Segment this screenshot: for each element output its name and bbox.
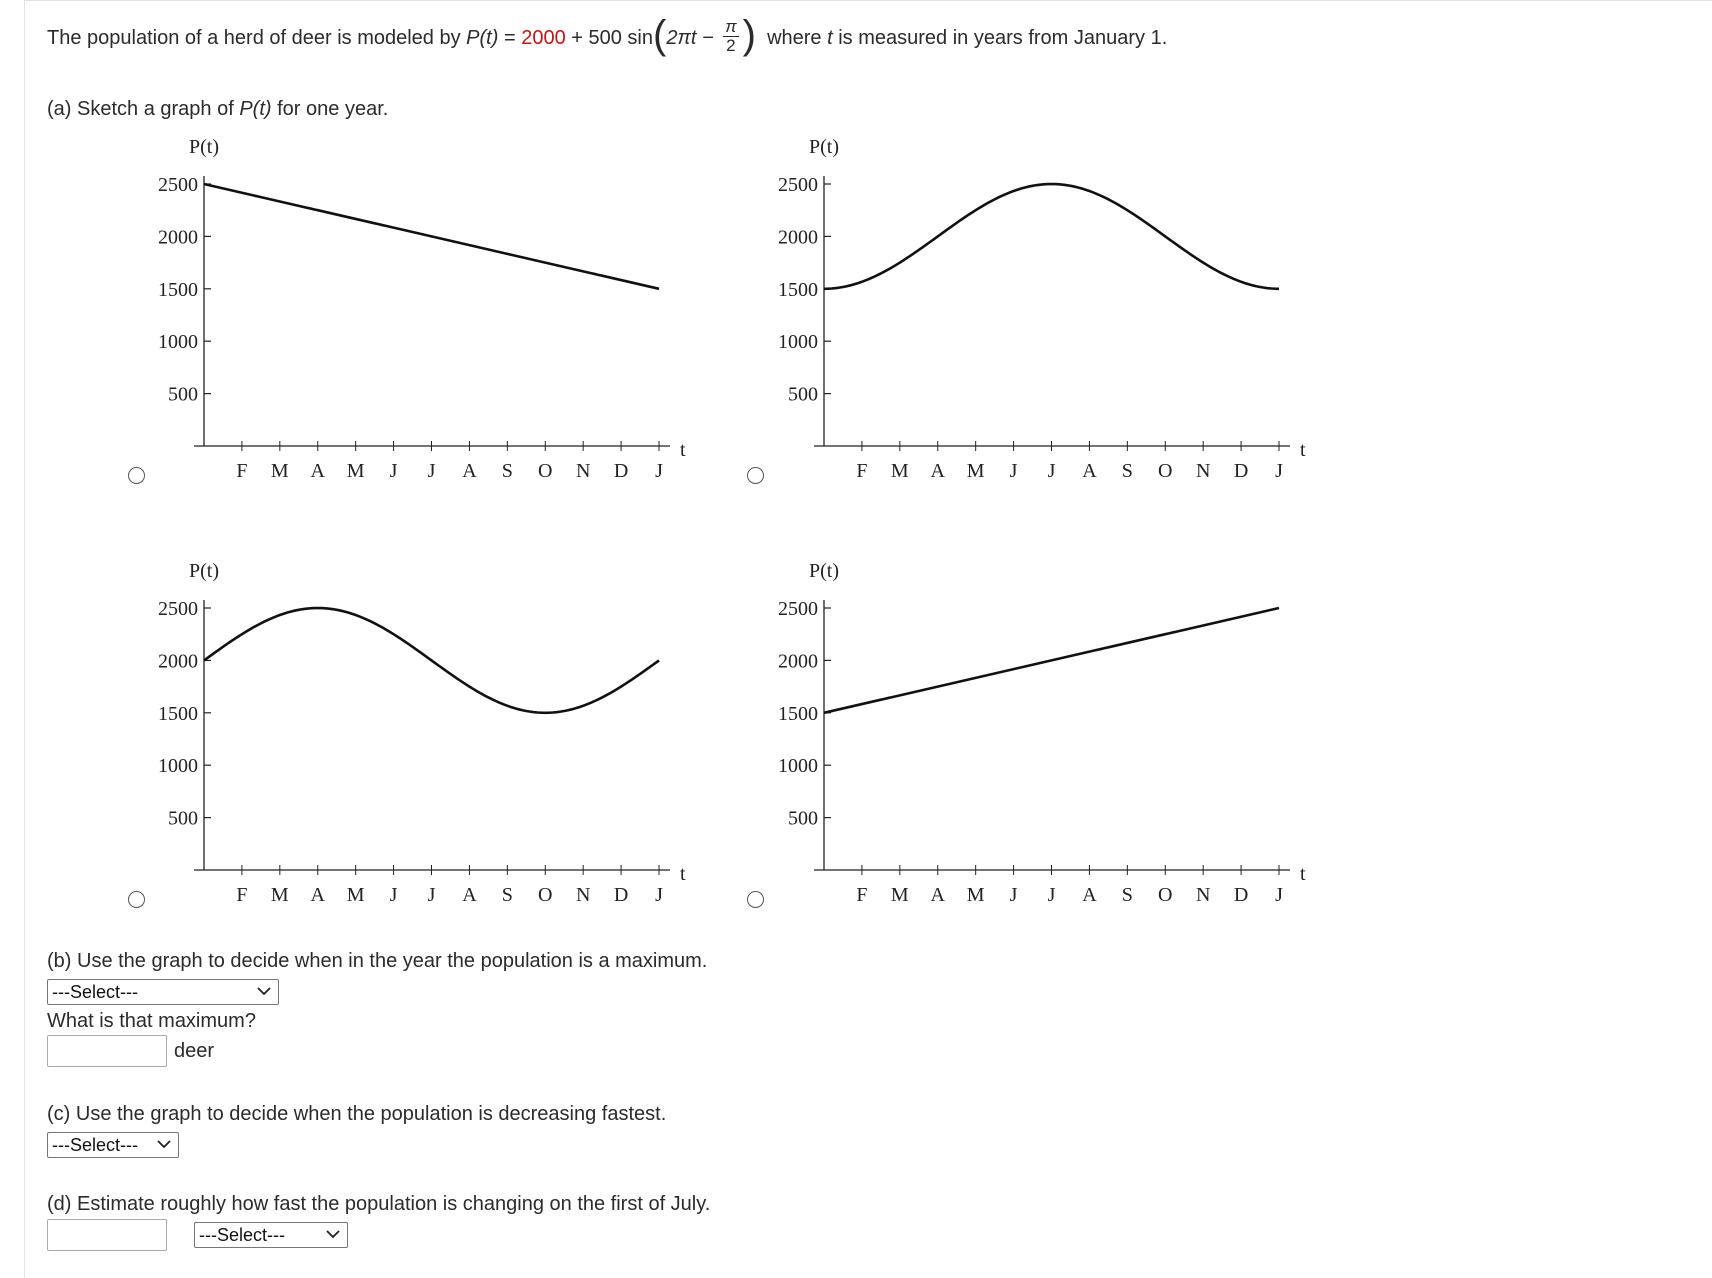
- y-axis-label: P(t): [189, 560, 219, 582]
- population-curve: [824, 184, 1279, 289]
- y-tick-label: 2000: [158, 226, 198, 249]
- graph-option-3[interactable]: [158, 560, 686, 906]
- month-label: S: [1121, 884, 1133, 906]
- part-c-prompt: (c) Use the graph to decide when the population is decreasing fastest.: [47, 1103, 667, 1125]
- question-func: P(t): [466, 26, 499, 49]
- month-label: D: [1233, 460, 1249, 482]
- month-label: M: [966, 460, 985, 482]
- graph-option-3-radio[interactable]: [128, 891, 145, 908]
- y-tick-label: 1500: [778, 702, 818, 725]
- month-label: A: [462, 460, 477, 482]
- month-label: D: [613, 460, 629, 482]
- month-label: A: [930, 884, 945, 906]
- month-label: M: [346, 884, 365, 906]
- question-inner: 2πt −: [666, 26, 714, 49]
- y-axis-label: P(t): [809, 136, 839, 158]
- question-lead: The population of a herd of deer is modeled by: [47, 26, 461, 49]
- month-label: J: [427, 460, 436, 482]
- month-label: M: [966, 884, 985, 906]
- frac-numerator: π: [725, 17, 737, 36]
- part-a-func: P(t): [239, 98, 272, 120]
- question-equals: =: [503, 26, 516, 49]
- part-d-rate-input[interactable]: [47, 1219, 167, 1251]
- y-tick-label: 2500: [158, 174, 198, 196]
- part-b-unit: deer: [174, 1040, 215, 1062]
- x-axis-label: t: [1300, 863, 1306, 885]
- y-axis-label: P(t): [189, 136, 219, 158]
- month-label: N: [1195, 460, 1211, 482]
- question-constant: 2000: [521, 26, 566, 49]
- part-b-prompt2: What is that maximum?: [47, 1010, 256, 1032]
- part-b-select-value: ---Select---: [52, 982, 138, 1002]
- y-tick-label: 1000: [158, 755, 198, 778]
- month-label: S: [501, 884, 513, 906]
- part-d-prompt: (d) Estimate roughly how fast the population is changing on the first of July.: [47, 1193, 711, 1215]
- part-b-select[interactable]: [47, 979, 279, 1005]
- y-tick-label: 1000: [158, 331, 198, 354]
- part-b-maximum-input[interactable]: [47, 1035, 167, 1067]
- chevron-down-icon: [325, 1228, 341, 1240]
- graph-option-4[interactable]: [778, 560, 1306, 906]
- question-var: t: [827, 26, 833, 49]
- graph-option-2-radio[interactable]: [747, 467, 764, 484]
- part-d-select-value: ---Select---: [199, 1225, 285, 1245]
- month-label: J: [389, 884, 398, 906]
- part-b-prompt: (b) Use the graph to decide when in the year the population is a maximum.: [47, 950, 708, 972]
- y-tick-label: 1500: [158, 278, 198, 301]
- month-label: F: [236, 460, 248, 482]
- right-paren: ): [742, 12, 756, 57]
- month-label: F: [856, 884, 868, 906]
- month-label: O: [1158, 884, 1173, 906]
- y-tick-label: 500: [168, 383, 198, 406]
- month-label: A: [1082, 460, 1097, 482]
- month-label: A: [310, 460, 325, 482]
- month-label: A: [1082, 884, 1097, 906]
- question-tail2: is measured in years from January 1.: [838, 26, 1168, 49]
- question-tail: where: [767, 26, 822, 49]
- month-label: F: [856, 460, 868, 482]
- month-label: J: [655, 460, 663, 482]
- month-label: J: [1047, 460, 1056, 482]
- month-label: D: [1233, 884, 1249, 906]
- month-label: F: [236, 884, 248, 906]
- month-label: S: [501, 460, 513, 482]
- month-label: N: [575, 460, 591, 482]
- part-a-suffix: for one year.: [277, 98, 389, 120]
- month-label: M: [346, 460, 365, 482]
- month-label: M: [890, 460, 909, 482]
- graph-option-4-radio[interactable]: [747, 891, 764, 908]
- x-axis-label: t: [680, 439, 686, 461]
- y-axis-label: P(t): [809, 560, 839, 582]
- part-a-prefix: (a) Sketch a graph of: [47, 98, 234, 120]
- y-tick-label: 2000: [778, 226, 818, 249]
- y-tick-label: 1000: [778, 331, 818, 354]
- y-tick-label: 2000: [158, 650, 198, 673]
- month-label: J: [1047, 884, 1056, 906]
- population-curve: [204, 184, 659, 289]
- graph-option-1-radio[interactable]: [128, 467, 145, 484]
- month-label: A: [310, 884, 325, 906]
- month-label: J: [1009, 460, 1018, 482]
- month-label: M: [270, 460, 289, 482]
- month-label: O: [1158, 460, 1173, 482]
- month-label: J: [389, 460, 398, 482]
- y-tick-label: 500: [788, 383, 818, 406]
- left-paren: (: [653, 12, 667, 57]
- month-label: A: [462, 884, 477, 906]
- population-curve: [204, 608, 659, 713]
- y-tick-label: 500: [168, 807, 198, 830]
- month-label: O: [538, 884, 553, 906]
- graph-option-1[interactable]: [158, 136, 686, 482]
- part-d-select[interactable]: [194, 1222, 348, 1248]
- month-label: J: [655, 884, 663, 906]
- y-tick-label: 2000: [778, 650, 818, 673]
- x-axis-label: t: [1300, 439, 1306, 461]
- y-tick-label: 2500: [778, 598, 818, 620]
- month-label: J: [1275, 884, 1283, 906]
- month-label: N: [1195, 884, 1211, 906]
- y-tick-label: 2500: [158, 598, 198, 620]
- chevron-down-icon: [156, 1138, 172, 1150]
- chevron-down-icon: [256, 985, 272, 997]
- month-label: N: [575, 884, 591, 906]
- month-label: O: [538, 460, 553, 482]
- y-tick-label: 1500: [778, 278, 818, 301]
- y-tick-label: 500: [788, 807, 818, 830]
- y-tick-label: 1500: [158, 702, 198, 725]
- month-label: M: [270, 884, 289, 906]
- x-axis-label: t: [680, 863, 686, 885]
- part-c-select-value: ---Select---: [52, 1135, 138, 1155]
- month-label: J: [1009, 884, 1018, 906]
- month-label: S: [1121, 460, 1133, 482]
- month-label: J: [427, 884, 436, 906]
- month-label: M: [890, 884, 909, 906]
- month-label: D: [613, 884, 629, 906]
- population-curve: [824, 608, 1279, 713]
- part-c-select[interactable]: [47, 1132, 179, 1158]
- question-rest: + 500 sin: [571, 26, 653, 49]
- month-label: J: [1275, 460, 1283, 482]
- y-tick-label: 1000: [778, 755, 818, 778]
- y-tick-label: 2500: [778, 174, 818, 196]
- month-label: A: [930, 460, 945, 482]
- graph-option-2[interactable]: [778, 136, 1306, 482]
- frac-denominator: 2: [726, 36, 736, 55]
